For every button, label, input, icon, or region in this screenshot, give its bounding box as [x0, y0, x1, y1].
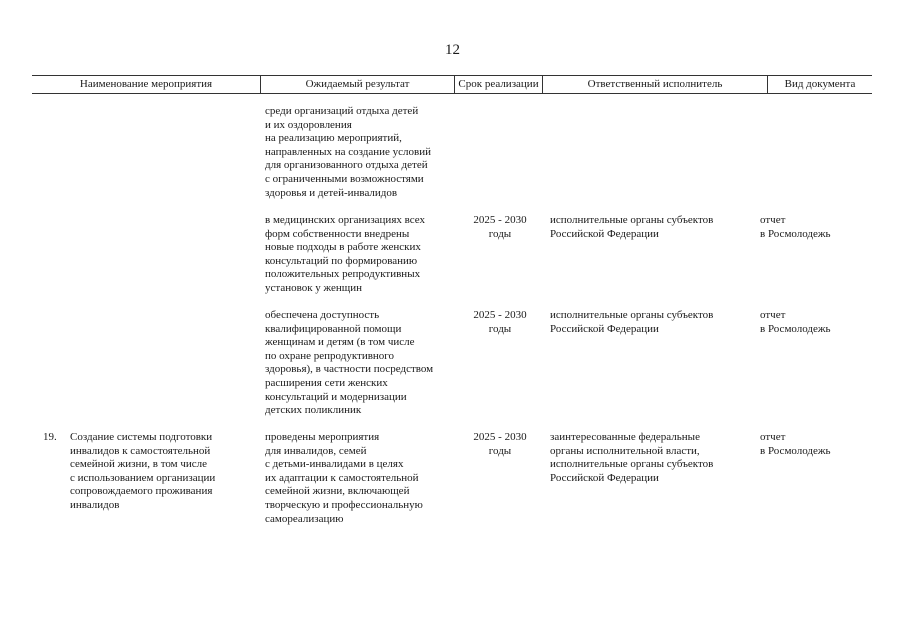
row-doc: отчет в Росмолодежь [760, 214, 831, 240]
row-doc: отчет в Росмолодежь [760, 309, 831, 335]
row-result: в медицинских организациях всех форм собственности внедрены новые подходы в работе женских консультаций по формированию положительных репродуктивных установок у женщин [265, 214, 426, 294]
row-executor: исполнительные органы субъектов Российской Федерации [550, 309, 714, 335]
row-executor: исполнительные органы субъектов Российской Федерации [550, 214, 714, 240]
header-term: Срок реализации [458, 78, 539, 90]
row-name: Создание системы подготовки инвалидов к самостоятельной семейной жизни, в том числе с использованием организации сопровождаемого проживания инвалидов [70, 431, 216, 511]
row-result: среди организаций отдыха детей и их оздоровления на реализацию мероприятий, направленных на создание условий для организованного отдыха детей с ограниченными возможностями здоровья и детей-инвалидов [265, 105, 431, 199]
header-result: Ожидаемый результат [305, 78, 410, 90]
row-doc: отчет в Росмолодежь [760, 431, 831, 457]
row-term: 2025 - 2030 годы [473, 214, 527, 240]
row-result: проведены мероприятия для инвалидов, семей с детьми-инвалидами в целях их адаптации к самостоятельной семейной жизни, включающей творческую и профессиональную самореализацию [265, 431, 423, 525]
page-number: 12 [445, 42, 460, 58]
row-result: обеспечена доступность квалифицированной помощи женщинам и детям (в том числе по охране репродуктивного здоровья), в частности посредством расширения сети женских консультаций и модернизации детских поликлиник [265, 309, 434, 417]
row-term: 2025 - 2030 годы [473, 431, 527, 457]
table-header [32, 75, 872, 94]
header-name: Наименование мероприятия [79, 78, 213, 90]
row-term: 2025 - 2030 годы [473, 309, 527, 335]
header-doc: Вид документа [784, 78, 856, 90]
header-executor: Ответственный исполнитель [587, 78, 723, 90]
row-number: 19. [43, 431, 57, 443]
row-executor: заинтересованные федеральные органы исполнительной власти, исполнительные органы субъектов Российской Федерации [550, 431, 714, 484]
